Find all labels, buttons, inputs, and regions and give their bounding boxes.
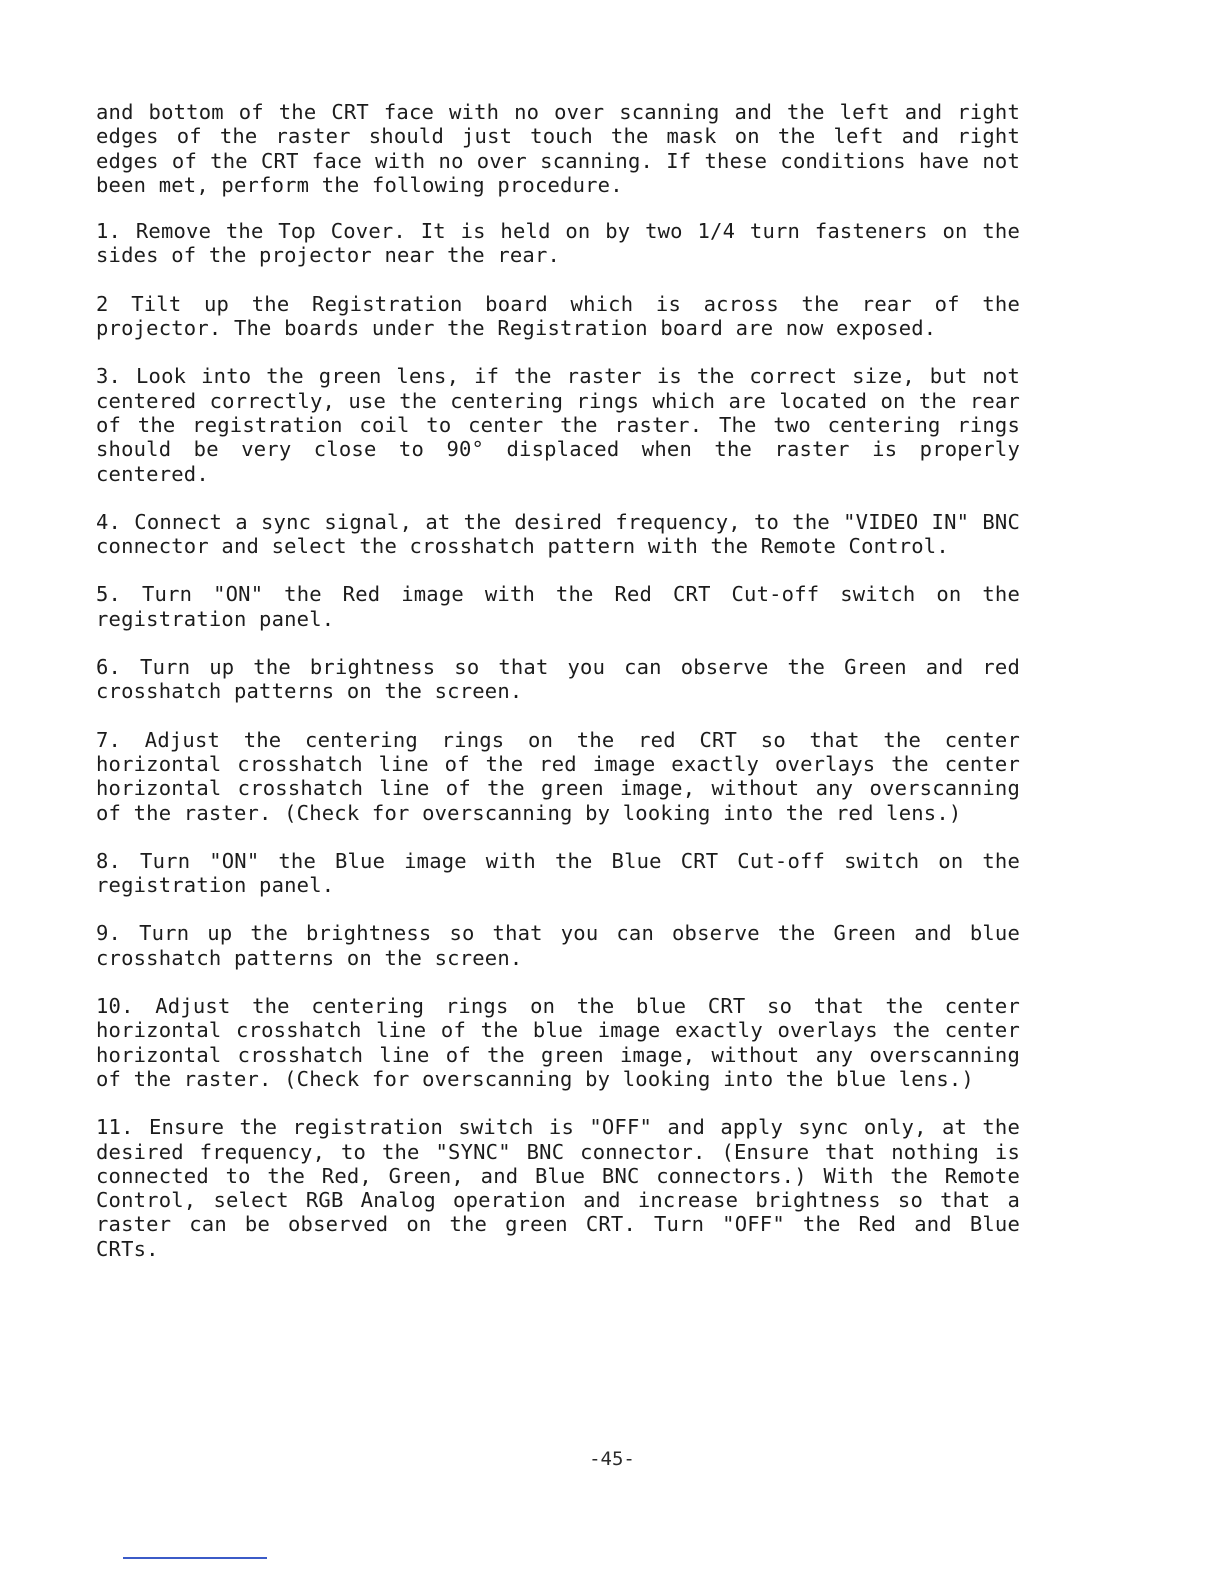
step-4-connect-sync: 4. Connect a sync signal, at the desired frequency, to the "VIDEO IN" BNC connector and select the crosshatch pattern with the Remote Control. xyxy=(96,509,1020,559)
step-6-brightness-red: 6. Turn up the brightness so that you can observe the Green and red crosshatch patterns on the screen. xyxy=(96,655,1020,704)
page-number: -45- xyxy=(589,1448,635,1470)
step-8-blue-image-on: 8. Turn "ON" the Blue image with the Blue CRT Cut-off switch on the registration panel. xyxy=(96,848,1020,898)
step-9-brightness-blue: 9. Turn up the brightness so that you can observe the Green and blue crosshatch patterns on the screen. xyxy=(96,921,1020,970)
step-2-tilt-registration-board: 2 Tilt up the Registration board which is across the rear of the projector. The boards under the Registration board are now exposed. xyxy=(96,291,1020,341)
footnote-rule xyxy=(123,1557,267,1559)
document-body xyxy=(96,100,1020,1285)
step-3-center-green-raster: 3. Look into the green lens, if the raster is the correct size, but not centered correctly, use the centering rings which are located on the rear of the registration coil to center the raster. The two centering rings should be very close to 90° displaced when the raster is properly centered. xyxy=(96,364,1020,486)
step-7-adjust-red: 7. Adjust the centering rings on the red CRT so that the center horizontal crosshatch line of the red image exactly overlays the center horizontal crosshatch line of the green image, without any overscanning of the raster. (Check for overscanning by looking into the red lens.) xyxy=(96,727,1020,825)
paragraph-intro: and bottom of the CRT face with no over scanning and the left and right edges of the raster should just touch the mask on the left and right edges of the CRT face with no over scanning. If these conditions have not been met, perform the following procedure. xyxy=(96,100,1020,197)
step-10-adjust-blue: 10. Adjust the centering rings on the blue CRT so that the center horizontal crosshatch line of the blue image exactly overlays the center horizontal crosshatch line of the green image, without any overscanning of the raster. (Check for overscanning by looking into the blue lens.) xyxy=(96,994,1020,1091)
step-1-remove-top-cover: 1. Remove the Top Cover. It is held on by two 1/4 turn fasteners on the sides of the projector near the rear. xyxy=(96,219,1020,268)
step-11-sync-only: 11. Ensure the registration switch is "OFF" and apply sync only, at the desired frequency, to the "SYNC" BNC connector. (Ensure that nothing is connected to the Red, Green, and Blue BNC connectors.) With the Remote Control, select RGB Analog operation and increase brightness so that a raster can be observed on the green CRT. Turn "OFF" the Red and Blue CRTs. xyxy=(96,1115,1020,1261)
step-5-red-image-on: 5. Turn "ON" the Red image with the Red CRT Cut-off switch on the registration panel. xyxy=(96,582,1020,631)
